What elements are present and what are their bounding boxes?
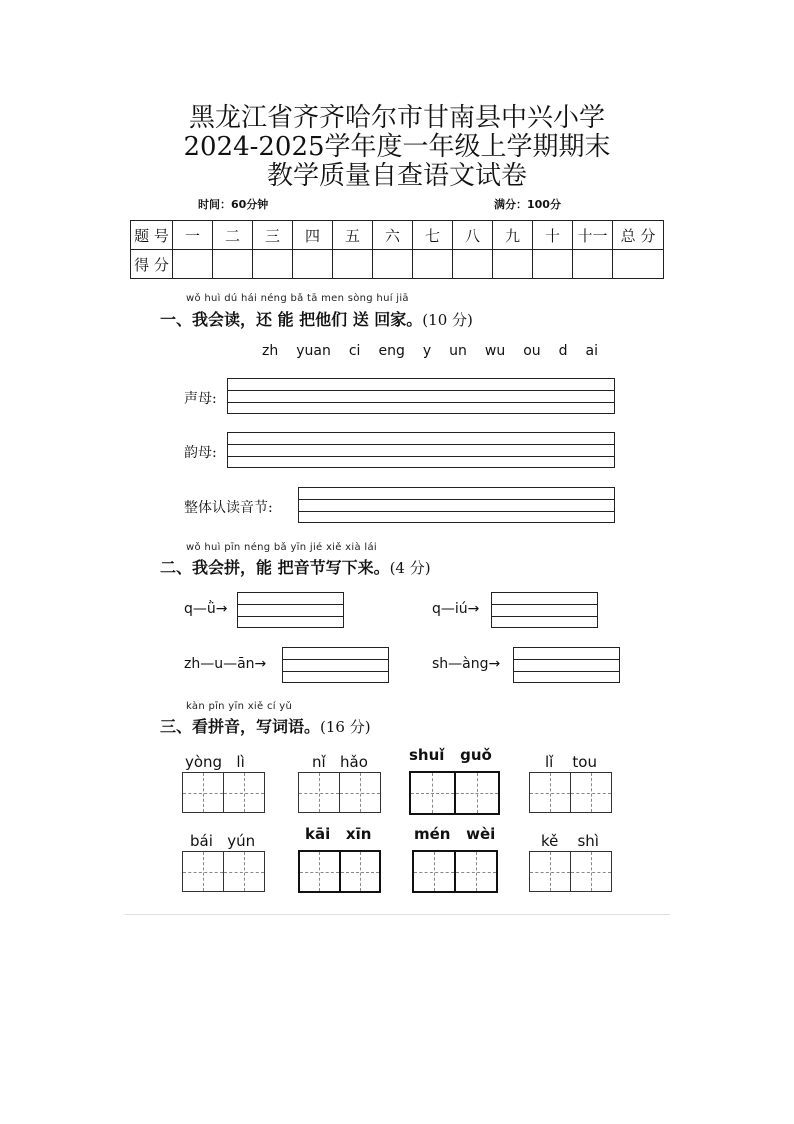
score-table-col: 六 bbox=[373, 221, 413, 250]
score-cell[interactable] bbox=[533, 250, 573, 279]
exam-title-line2: 2024-2025学年度一年级上学期期末 bbox=[183, 132, 611, 162]
section2-title bbox=[160, 555, 431, 578]
letter: zh bbox=[262, 343, 279, 359]
tianzige-box[interactable] bbox=[182, 772, 265, 813]
section1-title bbox=[160, 307, 473, 330]
score-table-col: 十 bbox=[533, 221, 573, 250]
letter: eng bbox=[378, 343, 405, 359]
score-table-col: 二 bbox=[213, 221, 253, 250]
section2-pinyin: wǒ huì pīn néng bǎ yīn jié xiě xià lái bbox=[186, 542, 377, 553]
spell-item: sh—àng→ bbox=[432, 656, 501, 672]
tianzige-box[interactable] bbox=[412, 850, 498, 893]
exam-title-line3: 教学质量自查语文试卷 bbox=[266, 161, 527, 191]
section3-title-text: 三、看拼音，写词语。 bbox=[160, 717, 321, 736]
word-pinyin: lǐ tou bbox=[545, 753, 597, 771]
spell-item: q—ǜ→ bbox=[184, 601, 228, 617]
score-table bbox=[130, 220, 664, 279]
word-pinyin: kāi xīn bbox=[305, 825, 372, 843]
section1-title-text: 一、我会读，还 能 把他们 送 回家。 bbox=[160, 310, 423, 329]
spell-answer-lines[interactable] bbox=[237, 592, 344, 628]
exam-title-line1: 黑龙江省齐齐哈尔市甘南县中兴小学 bbox=[188, 103, 605, 133]
spell-answer-lines[interactable] bbox=[491, 592, 598, 628]
tianzige-box[interactable] bbox=[409, 771, 500, 815]
word-pinyin: mén wèi bbox=[414, 825, 496, 843]
tianzige-box[interactable] bbox=[298, 772, 381, 813]
score-table-col: 四 bbox=[293, 221, 333, 250]
score-cell[interactable] bbox=[573, 250, 613, 279]
score-cell[interactable] bbox=[213, 250, 253, 279]
spell-item: zh—u—ān→ bbox=[184, 656, 267, 672]
initials-writing-lines[interactable] bbox=[227, 378, 615, 414]
score-cell[interactable] bbox=[173, 250, 213, 279]
score-cell[interactable] bbox=[493, 250, 533, 279]
tianzige-box[interactable] bbox=[529, 772, 612, 813]
section1-points: (10 分) bbox=[422, 311, 473, 329]
score-table-col: 八 bbox=[453, 221, 493, 250]
score-cell[interactable] bbox=[453, 250, 493, 279]
score-cell[interactable] bbox=[373, 250, 413, 279]
letter: y bbox=[422, 343, 432, 359]
score-label: 满分：100分 bbox=[494, 198, 561, 211]
word-pinyin: shuǐ guǒ bbox=[409, 746, 492, 764]
section3-title bbox=[160, 714, 371, 737]
score-table-col: 三 bbox=[253, 221, 293, 250]
letter: wu bbox=[484, 343, 506, 359]
tianzige-box[interactable] bbox=[298, 850, 381, 893]
section2-title-text: 二、我会拼，能 把音节写下来。 bbox=[160, 558, 390, 577]
score-table-score-row bbox=[131, 250, 664, 279]
letter: yuan bbox=[296, 343, 331, 359]
page-divider bbox=[125, 914, 670, 915]
section3-pinyin: kàn pīn yīn xiě cí yǔ bbox=[186, 701, 293, 712]
score-table-row-head: 题 号 bbox=[131, 221, 173, 250]
score-cell[interactable] bbox=[253, 250, 293, 279]
section1-letters bbox=[262, 343, 598, 359]
time-label: 时间：60分钟 bbox=[198, 198, 269, 211]
initials-label: 声母: bbox=[184, 391, 217, 407]
finals-label: 韵母: bbox=[184, 445, 217, 461]
score-cell[interactable] bbox=[333, 250, 373, 279]
score-table-col: 一 bbox=[173, 221, 213, 250]
word-pinyin: kě shì bbox=[541, 832, 599, 850]
spell-answer-lines[interactable] bbox=[282, 647, 389, 683]
word-pinyin: bái yún bbox=[190, 832, 256, 850]
score-table-col: 十一 bbox=[573, 221, 613, 250]
finals-writing-lines[interactable] bbox=[227, 432, 615, 468]
score-cell[interactable] bbox=[413, 250, 453, 279]
tianzige-box[interactable] bbox=[529, 851, 612, 892]
letter: ci bbox=[348, 343, 361, 359]
word-pinyin: yòng lì bbox=[185, 753, 245, 771]
section2-points: (4 分) bbox=[389, 559, 431, 577]
letter: d bbox=[558, 343, 568, 359]
score-table-row-head: 得 分 bbox=[131, 250, 173, 279]
letter: ai bbox=[585, 343, 599, 359]
whole-syllables-label: 整体认读音节: bbox=[184, 500, 273, 516]
score-cell[interactable] bbox=[293, 250, 333, 279]
score-table-header-row bbox=[131, 221, 664, 250]
spell-item: q—iú→ bbox=[432, 601, 480, 617]
section3-points: (16 分) bbox=[320, 718, 371, 736]
score-table-col: 七 bbox=[413, 221, 453, 250]
section1-pinyin: wǒ huì dú hái néng bǎ tā men sòng huí jiā bbox=[186, 293, 409, 304]
score-table-col: 五 bbox=[333, 221, 373, 250]
spell-answer-lines[interactable] bbox=[513, 647, 620, 683]
tianzige-box[interactable] bbox=[182, 851, 265, 892]
score-cell[interactable] bbox=[613, 250, 664, 279]
letter: ou bbox=[523, 343, 541, 359]
score-table-col: 总 分 bbox=[613, 221, 664, 250]
word-pinyin: nǐ hǎo bbox=[312, 753, 368, 771]
letter: un bbox=[449, 343, 467, 359]
whole-syllables-writing-lines[interactable] bbox=[298, 487, 615, 523]
score-table-col: 九 bbox=[493, 221, 533, 250]
